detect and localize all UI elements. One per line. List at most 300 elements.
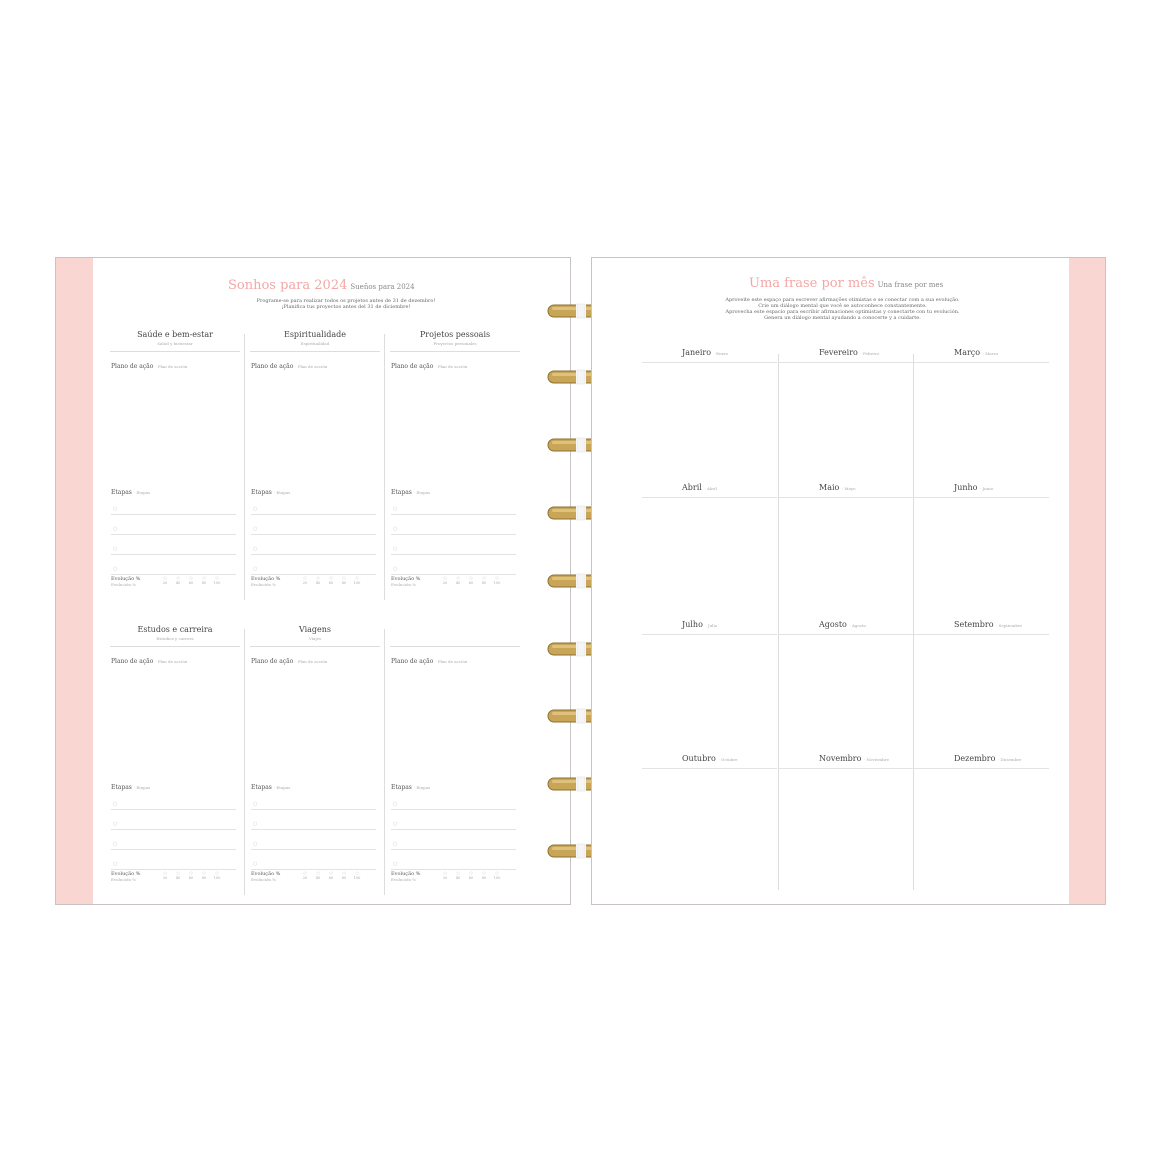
intro-line: Crie um diálogo mental que você se autoconhece constantemente. [758,303,927,309]
right-planner-page [591,257,1106,905]
month-phrase-area[interactable] [642,499,777,615]
month-heading [819,754,889,763]
label-sub-text: Plan de acción [157,364,188,369]
month-sub: · Marzo [982,351,999,356]
dream-category-card [386,330,524,598]
step-line[interactable] [391,554,516,555]
page-title [228,278,415,293]
action-plan-label [251,658,327,665]
action-plan-label [111,363,187,370]
steps-label [391,784,430,791]
percent-option[interactable] [314,576,322,586]
month-sub-text: Junio [982,486,994,491]
percent-value: 100 [493,876,501,880]
percent-option[interactable] [301,576,309,586]
step-line[interactable] [111,849,236,850]
percent-value: 20 [162,876,168,880]
step-line[interactable] [391,849,516,850]
intro-line: Genera un diálogo mental ayudando a conocerte y a cuidarte. [764,315,921,321]
step-line[interactable] [251,534,376,535]
checkbox-icon[interactable]: ○ [456,871,460,875]
checkbox-icon[interactable]: ○ [329,576,333,580]
month-sub-text: Septiembre [998,623,1023,628]
step-line[interactable] [111,554,236,555]
percent-option[interactable] [480,576,488,586]
label-text: Etapas [251,784,272,791]
percent-value: 60 [328,876,334,880]
action-plan-label [391,658,467,665]
percent-value: 80 [201,581,207,585]
label-text: Plano de ação [391,658,434,665]
percent-option[interactable] [314,871,322,881]
label-sub: · Etapas [273,785,291,790]
month-sub: · Enero [713,351,729,356]
checkbox-icon[interactable]: ○ [113,526,118,532]
dream-category-card [386,625,524,893]
checkbox-icon[interactable]: ○ [189,871,193,875]
percent-option[interactable] [187,871,195,881]
month-sub: · Octubre [718,757,738,762]
category-underline [250,351,380,352]
category-subtitle: Estudios y carrera [156,636,194,641]
step-line[interactable] [251,849,376,850]
percent-option[interactable] [353,576,361,586]
steps-label [111,784,150,791]
month-name: Julho [682,620,703,629]
steps-label [251,489,290,496]
category-subtitle: Salud y bienestar [157,341,193,346]
month-name: Março [954,348,981,357]
percent-value: 40 [175,581,181,585]
category-underline [110,351,240,352]
step-line[interactable] [391,534,516,535]
checkbox-icon[interactable]: ○ [202,576,206,580]
checkbox-icon[interactable]: ○ [393,801,398,807]
percent-option[interactable] [454,576,462,586]
month-sub: · Febrero [860,351,880,356]
checkbox-icon[interactable]: ○ [482,871,486,875]
month-sub-text: Mayo [844,486,856,491]
percent-value: 60 [188,581,194,585]
category-subtitle: Espiritualidad [300,341,330,346]
percent-option[interactable] [441,871,449,881]
label-text: Plano de ação [391,363,434,370]
percent-value: 20 [442,876,448,880]
month-underline [779,768,914,769]
percent-value: 80 [481,581,487,585]
label-sub-text: Etapas [276,490,291,495]
step-line[interactable] [391,574,516,575]
month-underline [642,634,777,635]
month-phrase-area[interactable] [642,364,777,480]
checkbox-icon[interactable]: ○ [355,871,359,875]
percent-value: 40 [455,876,461,880]
month-name: Abril [682,483,702,492]
percent-option[interactable] [467,871,475,881]
label-sub-text: Etapas [416,490,431,495]
page-intro [156,298,536,310]
month-name: Novembro [819,754,862,763]
label-text: Etapas [391,489,412,496]
percent-option[interactable] [327,871,335,881]
percent-value: 100 [353,581,361,585]
month-heading [819,483,856,492]
checkbox-icon[interactable]: ○ [495,576,499,580]
step-line[interactable] [111,809,236,810]
step-line[interactable] [391,869,516,870]
checkbox-icon[interactable]: ○ [253,861,258,867]
month-phrase-area[interactable] [779,364,914,480]
category-underline [110,646,240,647]
evolution-label [111,576,140,587]
checkbox-icon[interactable]: ○ [113,821,118,827]
percent-value: 80 [341,876,347,880]
column-divider [244,629,245,895]
checkbox-icon[interactable]: ○ [253,566,258,572]
label-sub: · Etapas [413,490,431,495]
month-name: Outubro [682,754,716,763]
checkbox-icon[interactable]: ○ [495,871,499,875]
percent-value: 100 [213,876,221,880]
month-phrase-area[interactable] [914,636,1049,752]
month-sub: · Mayo [841,486,856,491]
evolution-label [251,871,280,882]
step-line[interactable] [251,554,376,555]
percent-option[interactable] [480,871,488,881]
percent-option[interactable] [161,576,169,586]
month-phrase-area[interactable] [642,770,777,880]
checkbox-icon[interactable]: ○ [355,576,359,580]
checkbox-icon[interactable]: ○ [393,566,398,572]
category-subtitle: Proyectos personales [433,341,477,346]
page-intro [650,297,1035,321]
checkbox-icon[interactable]: ○ [189,576,193,580]
checkbox-icon[interactable]: ○ [303,871,307,875]
step-line[interactable] [251,829,376,830]
percent-option[interactable] [454,871,462,881]
checkbox-icon[interactable]: ○ [393,506,398,512]
month-underline [779,497,914,498]
checkbox-icon[interactable]: ○ [253,821,258,827]
label-text: Evolução % [391,871,421,877]
dream-category-card [246,330,384,598]
category-title: Projetos pessoais [419,330,491,339]
checkbox-icon[interactable]: ○ [393,841,398,847]
intro-line: Aprovecha este espacio para escribir afirmaciones optimistas y conectarte con tu evolución. [725,309,960,315]
checkbox-icon[interactable]: ○ [443,576,447,580]
month-sub-text: Noviembre [866,757,889,762]
evolution-label [391,871,420,882]
step-line[interactable] [251,809,376,810]
month-underline [642,497,777,498]
month-underline [642,768,777,769]
label-sub: Evolución % [251,877,277,882]
percent-option[interactable] [174,871,182,881]
label-sub: Evolución % [111,877,137,882]
step-line[interactable] [391,514,516,515]
title-text: Uma frase por mês [749,276,875,291]
month-underline [779,362,914,363]
left-planner-page [55,257,571,905]
checkbox-icon[interactable]: ○ [316,871,320,875]
checkbox-icon[interactable]: ○ [253,546,258,552]
pink-page-tab [1069,258,1105,904]
percent-value: 100 [213,581,221,585]
checkbox-icon[interactable]: ○ [113,566,118,572]
month-sub-text: Octubre [720,757,738,762]
percent-option[interactable] [441,576,449,586]
month-sub: · Abril [704,486,717,491]
checkbox-icon[interactable]: ○ [393,821,398,827]
label-text: Plano de ação [251,363,294,370]
label-sub-text: Plan de acción [157,659,188,664]
percent-option[interactable] [200,576,208,586]
month-sub: · Noviembre [863,757,889,762]
percent-value: 20 [302,581,308,585]
month-sub-text: Febrero [862,351,880,356]
percent-option[interactable] [213,871,221,881]
page-title [749,276,943,291]
checkbox-icon[interactable]: ○ [253,801,258,807]
step-line[interactable] [251,574,376,575]
category-subtitle: Viajes [308,636,322,641]
label-text: Evolução % [251,576,281,582]
month-name: Maio [819,483,840,492]
month-heading [682,754,737,763]
label-sub: · Plan de acción [155,364,188,369]
checkbox-icon[interactable]: ○ [469,576,473,580]
label-sub: · Plan de acción [295,659,328,664]
label-sub: Evolución % [251,582,277,587]
steps-label [391,489,430,496]
month-underline [914,362,1049,363]
label-text: Evolução % [111,576,141,582]
label-sub-text: Etapas [136,490,151,495]
checkbox-icon[interactable]: ○ [176,871,180,875]
category-underline [390,646,520,647]
month-heading [954,483,993,492]
step-line[interactable] [391,809,516,810]
month-underline [779,634,914,635]
month-underline [914,634,1049,635]
label-sub: Evolución % [391,582,417,587]
month-sub: · Septiembre [996,623,1023,628]
checkbox-icon[interactable]: ○ [113,546,118,552]
title-subtitle: Una frase por mes [877,281,944,289]
evolution-label [251,576,280,587]
checkbox-icon[interactable]: ○ [316,576,320,580]
column-divider [244,334,245,600]
intro-line: ¡Planifica tus proyectos antes del 31 de diciembre! [281,304,411,310]
checkbox-icon[interactable]: ○ [482,576,486,580]
percent-option[interactable] [213,576,221,586]
percent-value: 60 [188,876,194,880]
category-underline [250,646,380,647]
step-line[interactable] [111,534,236,535]
checkbox-icon[interactable]: ○ [113,841,118,847]
month-underline [914,497,1049,498]
label-sub: Evolución % [391,877,417,882]
dream-category-card [246,625,384,893]
label-sub-text: Plan de acción [297,364,328,369]
evolution-label [111,871,140,882]
label-sub: · Etapas [133,490,151,495]
month-phrase-area[interactable] [914,364,1049,480]
percent-value: 80 [201,876,207,880]
title-text: Sonhos para 2024 [228,278,348,293]
month-heading [819,348,879,357]
month-name: Setembro [954,620,994,629]
checkbox-icon[interactable]: ○ [215,576,219,580]
dream-category-card [106,330,244,598]
column-divider [384,334,385,600]
checkbox-icon[interactable]: ○ [253,506,258,512]
month-underline [914,768,1049,769]
month-phrase-area[interactable] [779,636,914,752]
percent-value: 20 [302,876,308,880]
label-text: Plano de ação [111,658,154,665]
step-line[interactable] [251,514,376,515]
checkbox-icon[interactable]: ○ [253,526,258,532]
month-heading [954,620,1022,629]
percent-option[interactable] [467,576,475,586]
month-phrase-area[interactable] [642,636,777,752]
percent-option[interactable] [200,871,208,881]
percent-option[interactable] [187,576,195,586]
label-sub-text: Etapas [276,785,291,790]
step-line[interactable] [111,514,236,515]
month-phrase-area[interactable] [779,770,914,880]
checkbox-icon[interactable]: ○ [443,871,447,875]
percent-option[interactable] [340,871,348,881]
step-line[interactable] [111,574,236,575]
intro-line: Aproveite este espaço para escrever afirmações otimistas e se conectar com a sua evolução. [725,297,960,303]
checkbox-icon[interactable]: ○ [342,871,346,875]
month-sub: · Junio [980,486,994,491]
label-text: Evolução % [251,871,281,877]
label-text: Evolução % [111,871,141,877]
month-heading [682,620,717,629]
checkbox-icon[interactable]: ○ [163,871,167,875]
label-sub: · Plan de acción [435,659,468,664]
percent-option[interactable] [301,871,309,881]
percent-value: 20 [162,581,168,585]
step-line[interactable] [111,829,236,830]
checkbox-icon[interactable]: ○ [393,861,398,867]
percent-value: 100 [493,581,501,585]
label-text: Etapas [391,784,412,791]
month-name: Dezembro [954,754,996,763]
column-divider [384,629,385,895]
percent-option[interactable] [161,871,169,881]
label-sub: · Plan de acción [155,659,188,664]
checkbox-icon[interactable]: ○ [393,526,398,532]
step-line[interactable] [391,829,516,830]
checkbox-icon[interactable]: ○ [113,506,118,512]
label-sub-text: Etapas [416,785,431,790]
checkbox-icon[interactable]: ○ [253,841,258,847]
percent-option[interactable] [353,871,361,881]
month-heading [682,483,717,492]
checkbox-icon[interactable]: ○ [113,801,118,807]
checkbox-icon[interactable]: ○ [393,546,398,552]
percent-value: 40 [315,581,321,585]
checkbox-icon[interactable]: ○ [176,576,180,580]
percent-value: 60 [468,876,474,880]
month-name: Fevereiro [819,348,858,357]
label-sub-text: Plan de acción [297,659,328,664]
month-sub-text: Enero [716,351,729,356]
label-sub: · Etapas [413,785,431,790]
label-text: Plano de ação [251,658,294,665]
percent-option[interactable] [493,576,501,586]
label-sub: Evolución % [111,582,137,587]
checkbox-icon[interactable]: ○ [303,576,307,580]
title-subtitle: Sueños para 2024 [350,283,415,291]
category-title: Espiritualidade [283,330,346,339]
checkbox-icon[interactable]: ○ [329,871,333,875]
month-heading [954,754,1022,763]
month-name: Junho [954,483,978,492]
percent-option[interactable] [174,576,182,586]
checkbox-icon[interactable]: ○ [163,576,167,580]
percent-option[interactable] [340,576,348,586]
pink-page-tab [56,258,93,904]
label-text: Plano de ação [111,363,154,370]
label-text: Evolução % [391,576,421,582]
label-sub: · Etapas [273,490,291,495]
percent-value: 60 [328,581,334,585]
steps-label [251,784,290,791]
month-heading [682,348,728,357]
percent-option[interactable] [327,576,335,586]
action-plan-label [391,363,467,370]
percent-value: 40 [175,876,181,880]
checkbox-icon[interactable]: ○ [113,861,118,867]
percent-value: 20 [442,581,448,585]
label-sub-text: Etapas [136,785,151,790]
action-plan-label [251,363,327,370]
percent-value: 60 [468,581,474,585]
step-line[interactable] [111,869,236,870]
month-name: Janeiro [682,348,712,357]
percent-option[interactable] [493,871,501,881]
month-sub: · Agosto [849,623,866,628]
action-plan-label [111,658,187,665]
dream-category-card [106,625,244,893]
month-sub-text: Agosto [851,623,866,628]
month-phrase-area[interactable] [914,770,1049,880]
month-phrase-area[interactable] [779,499,914,615]
checkbox-icon[interactable]: ○ [469,871,473,875]
percent-value: 80 [341,581,347,585]
category-title: Saúde e bem-estar [137,330,213,339]
month-sub-text: Abril [706,486,717,491]
month-heading [954,348,998,357]
category-underline [390,351,520,352]
label-sub-text: Plan de acción [437,659,468,664]
month-phrase-area[interactable] [914,499,1049,615]
month-sub: · Julio [705,623,718,628]
checkbox-icon[interactable]: ○ [215,871,219,875]
month-sub-text: Diciembre [1000,757,1022,762]
checkbox-icon[interactable]: ○ [202,871,206,875]
checkbox-icon[interactable]: ○ [456,576,460,580]
checkbox-icon[interactable]: ○ [342,576,346,580]
label-text: Etapas [251,489,272,496]
step-line[interactable] [251,869,376,870]
label-sub-text: Plan de acción [437,364,468,369]
